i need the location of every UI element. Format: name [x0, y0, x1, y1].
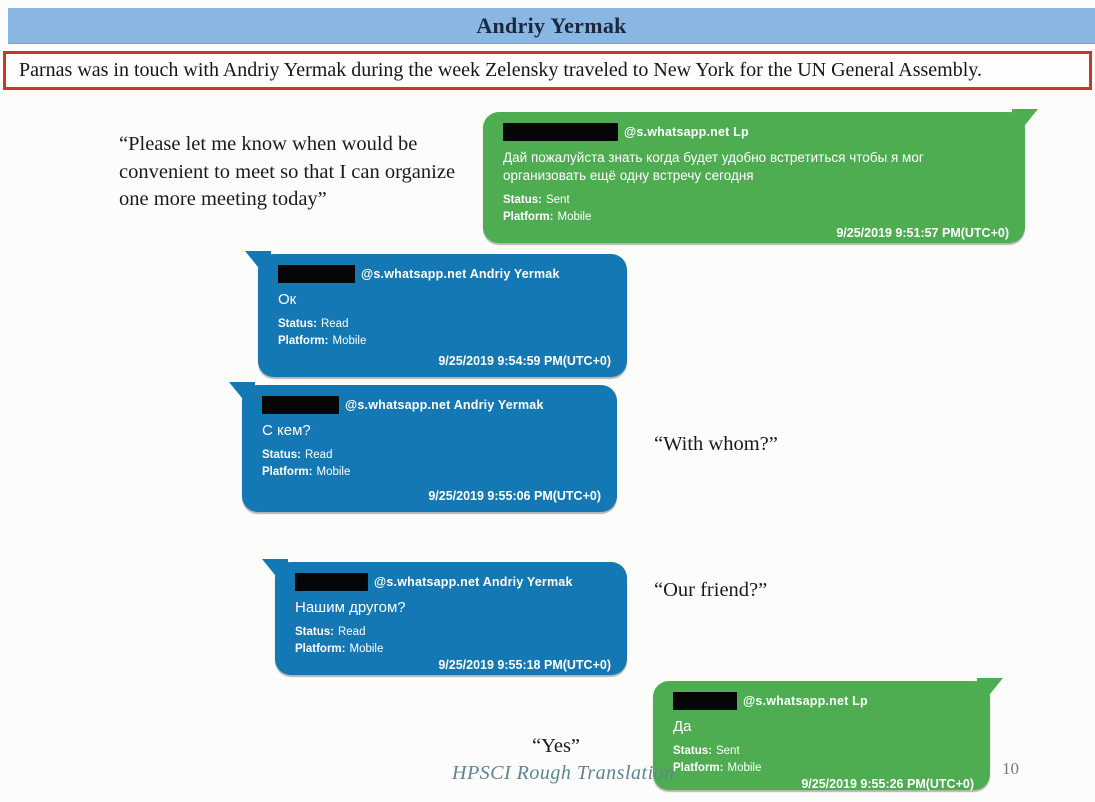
- redacted-phone-number: [503, 123, 618, 141]
- header-bar: [8, 8, 1095, 44]
- status-row: [503, 192, 1009, 209]
- translation-quote-2: “With whom?”: [654, 433, 778, 455]
- platform-label: Platform:: [278, 335, 329, 347]
- message-text: С кем?: [262, 422, 311, 439]
- status-value: Read: [320, 318, 349, 330]
- platform-row: [262, 464, 601, 481]
- chat-bubble-incoming-2: [242, 385, 617, 512]
- message-text: Нашим другом?: [295, 599, 406, 616]
- bubble-tail-icon: [262, 559, 288, 591]
- chat-bubble-outgoing-2: [653, 681, 990, 790]
- timestamp: 9/25/2019 9:55:26 PM(UTC+0): [801, 777, 974, 791]
- platform-label: Platform:: [262, 466, 313, 478]
- bubble-tail-icon: [1012, 109, 1038, 141]
- timestamp: 9/25/2019 9:55:18 PM(UTC+0): [438, 658, 611, 672]
- bubble-tail-icon: [977, 678, 1003, 710]
- page-title: Andriy Yermak: [476, 12, 627, 38]
- status-value: Read: [337, 626, 366, 638]
- platform-row: [673, 760, 974, 777]
- platform-value: Mobile: [332, 335, 367, 347]
- status-row: [295, 624, 611, 641]
- page-number: 10: [1002, 759, 1019, 778]
- status-label: Status:: [503, 194, 542, 206]
- redacted-phone-number: [262, 396, 339, 414]
- redacted-phone-number: [673, 692, 737, 710]
- status-label: Status:: [673, 745, 712, 757]
- platform-label: Platform:: [673, 762, 724, 774]
- sender-label: @s.whatsapp.net Lp: [743, 694, 868, 708]
- status-value: Sent: [545, 194, 570, 206]
- translation-quote-3: “Our friend?”: [654, 579, 768, 601]
- platform-value: Mobile: [557, 211, 592, 223]
- status-row: [278, 316, 611, 333]
- message-text: Дай пожалуйста знать когда будет удобно встретиться чтобы я мог организовать ещё одну встречу сегодня: [503, 150, 924, 183]
- status-row: [673, 743, 974, 760]
- sender-row: [295, 573, 611, 591]
- translation-quote-4: “Yes”: [532, 735, 581, 757]
- platform-row: [503, 209, 1009, 226]
- redacted-phone-number: [295, 573, 368, 591]
- status-value: Sent: [715, 745, 740, 757]
- sender-label: @s.whatsapp.net Andriy Yermak: [361, 267, 560, 281]
- platform-value: Mobile: [349, 643, 384, 655]
- platform-value: Mobile: [727, 762, 762, 774]
- sender-label: @s.whatsapp.net Andriy Yermak: [345, 398, 544, 412]
- timestamp: 9/25/2019 9:55:06 PM(UTC+0): [428, 489, 601, 503]
- message-text: Да: [673, 718, 692, 735]
- translation-quote-1: “Please let me know when would be convenient to meet so that I can organize one more meeting today”: [119, 133, 456, 210]
- platform-row: [295, 641, 611, 658]
- bubble-tail-icon: [229, 382, 255, 414]
- redacted-phone-number: [278, 265, 355, 283]
- sender-label: @s.whatsapp.net Andriy Yermak: [374, 575, 573, 589]
- message-text: Ок: [278, 291, 297, 308]
- status-label: Status:: [278, 318, 317, 330]
- platform-value: Mobile: [316, 466, 351, 478]
- chat-bubble-incoming-1: [258, 254, 627, 377]
- timestamp: 9/25/2019 9:54:59 PM(UTC+0): [438, 354, 611, 368]
- chat-bubble-incoming-3: [275, 562, 627, 675]
- status-row: [262, 447, 601, 464]
- chat-bubble-outgoing-1: [483, 112, 1025, 243]
- sender-row: [503, 123, 1009, 141]
- status-label: Status:: [262, 449, 301, 461]
- sender-row: [262, 396, 601, 414]
- platform-label: Platform:: [295, 643, 346, 655]
- status-value: Read: [304, 449, 333, 461]
- bubble-tail-icon: [245, 251, 271, 283]
- sender-row: [278, 265, 611, 283]
- summary-callout: [3, 51, 1092, 90]
- footer-attribution: HPSCI Rough Translation: [452, 762, 675, 784]
- platform-label: Platform:: [503, 211, 554, 223]
- sender-row: [673, 692, 974, 710]
- sender-label: @s.whatsapp.net Lp: [624, 125, 749, 139]
- summary-text: Parnas was in touch with Andriy Yermak during the week Zelensky traveled to New York for the UN General Assembly.: [19, 59, 982, 81]
- timestamp: 9/25/2019 9:51:57 PM(UTC+0): [836, 226, 1009, 240]
- platform-row: [278, 333, 611, 350]
- status-label: Status:: [295, 626, 334, 638]
